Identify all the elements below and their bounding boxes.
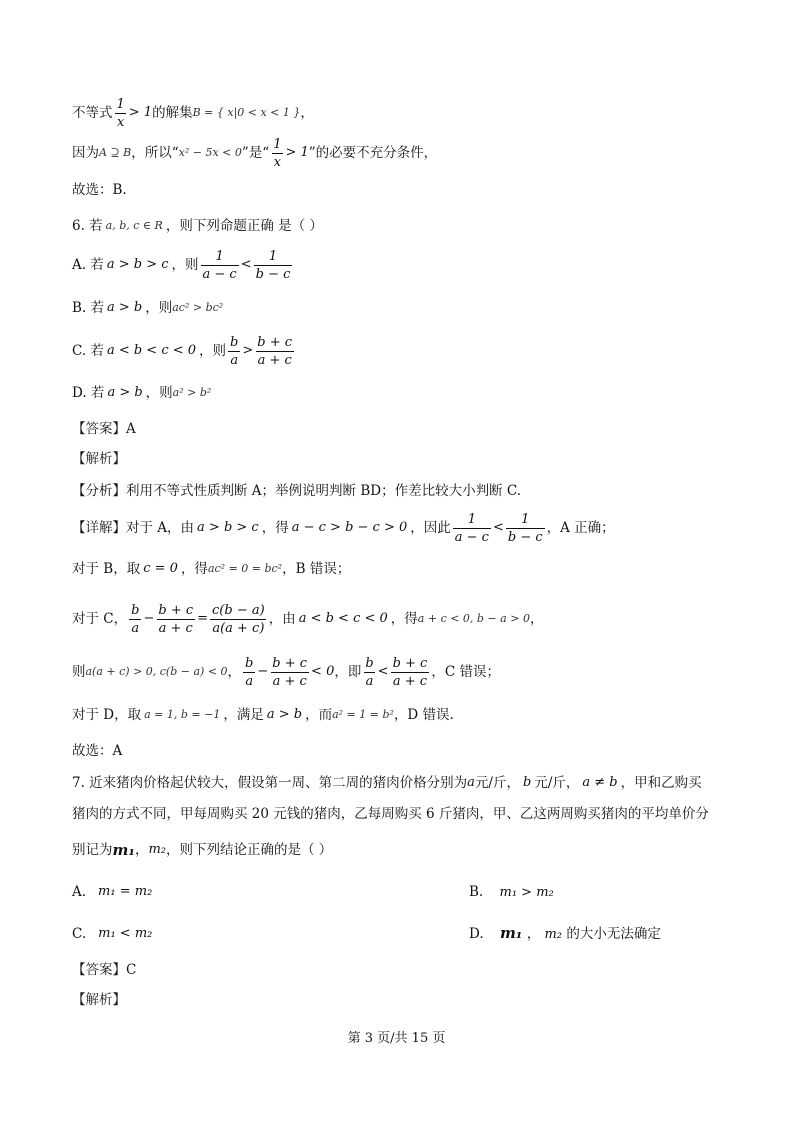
answer-label-7: 【答案】C (72, 962, 137, 978)
option-7d-letter: D. (469, 926, 484, 942)
math: − (257, 664, 269, 679)
math: ac² > bc² (172, 301, 224, 314)
math: m₂ (148, 842, 166, 857)
text: ，得 (390, 611, 418, 627)
text: ，B 错误； (282, 561, 351, 577)
numerator: c(b − a) (212, 602, 265, 618)
text: 则 (72, 664, 86, 680)
denominator: a (131, 620, 140, 636)
fraction (210, 603, 267, 636)
fraction (255, 335, 294, 368)
analysis-label-7: 【解析】 (72, 992, 126, 1008)
math: a + c < 0, b − a > 0 (417, 612, 530, 625)
numerator: 1 (273, 136, 282, 152)
option-d (72, 384, 733, 402)
detail-option-b (72, 560, 733, 578)
option-7d-math: m₁ (499, 924, 523, 942)
text: ， (529, 611, 544, 627)
text: ，而 (305, 707, 333, 723)
math: a > b (107, 385, 143, 400)
denominator: a + c (257, 352, 292, 368)
denominator: a + c (158, 620, 193, 636)
fraction (201, 249, 239, 282)
text: ， (134, 842, 149, 858)
math: < (240, 257, 252, 272)
fraction (115, 97, 127, 130)
math: < 0 (311, 664, 335, 679)
text: ，即 (334, 664, 362, 680)
math: a − c > b − c > 0 (291, 520, 408, 535)
detail-option-d (72, 706, 733, 724)
answer-label-6: 【答案】A (72, 421, 136, 437)
math: m₁ (112, 841, 135, 859)
math: a = 1, b = −1 (144, 708, 221, 721)
option-a (72, 247, 733, 283)
text: C. 若 (72, 343, 104, 359)
option-7d (469, 924, 661, 944)
text: ，则 (171, 257, 199, 273)
text: ，由 (268, 611, 296, 627)
math: a < b < c < 0 (298, 611, 388, 626)
numerator: b + c (272, 655, 308, 671)
denominator: a (245, 673, 254, 689)
text: 对于 D，取 (72, 707, 142, 723)
denominator: a(a + c) (212, 620, 265, 636)
denominator: a (365, 673, 374, 689)
selection-line: 故选：B. (72, 182, 127, 198)
math: a² > b² (172, 386, 212, 399)
fraction (254, 249, 293, 282)
fraction (391, 656, 430, 689)
text: ， (526, 926, 541, 942)
fraction (270, 656, 309, 689)
text-line-solution-set (72, 96, 733, 130)
numerator: b (245, 655, 254, 671)
text: 的大小无法确定 (566, 926, 661, 942)
text: ”是“ (241, 145, 270, 161)
denominator: x (273, 154, 282, 170)
detail-option-c-line-2 (72, 654, 733, 690)
numerator: 1 (116, 96, 125, 112)
question-7-stem-line-3 (72, 841, 733, 859)
math: > (242, 343, 254, 358)
fraction (156, 603, 195, 636)
question-7-stem-line-1 (72, 774, 733, 792)
denominator: a + c (392, 673, 428, 689)
question-7-stem-line-2: 猪肉的方式不同，甲每周购买 20 元钱的猪肉，乙每周购买 6 斤猪肉，甲、乙这两周购买猪肉的平均单价分 (72, 806, 709, 822)
text: ，则 (145, 300, 173, 316)
text: ，得 (180, 561, 208, 577)
text: 不等式 (72, 105, 113, 121)
detail-option-c-line-1 (72, 601, 733, 637)
text: ，则下列结论正确的是（ ） (166, 842, 333, 858)
text: 【详解】对于 A，由 (72, 520, 195, 536)
q7-options-row-1 (72, 883, 733, 901)
denominator: x (116, 114, 125, 130)
math: B = { x|0 < x < 1 } (192, 106, 301, 119)
numerator: 1 (215, 248, 224, 264)
detail-option-a (72, 510, 733, 546)
math: x² − 5x < 0 (178, 146, 242, 159)
numerator: b (131, 602, 140, 618)
fraction (228, 335, 240, 368)
text: 因为 (72, 145, 99, 161)
text: ，得 (261, 520, 289, 536)
option-7a-math: m₁ = m₂ (98, 884, 153, 899)
fraction (363, 656, 375, 689)
numerator: b + c (158, 602, 194, 618)
text: D. 若 (72, 385, 105, 401)
fraction (453, 512, 491, 545)
math: a > b > c (197, 520, 259, 535)
denominator: a (230, 352, 239, 368)
option-c (72, 333, 733, 369)
q7-options-row-2 (72, 925, 733, 943)
denominator: a + c (272, 673, 307, 689)
text: ，则 (199, 343, 227, 359)
text: 7. 近来猪肉价格起伏较大，假设第一周、第二周的猪肉价格分别为 (72, 775, 468, 791)
numerator: b + c (257, 334, 293, 350)
math: a² = 1 = b² (332, 708, 394, 721)
text: 元/斤， (474, 775, 520, 791)
text: ，满足 (223, 707, 264, 723)
text: ， (227, 664, 242, 680)
option-7b-math: m₁ > m₂ (499, 884, 554, 900)
denominator: b − c (255, 266, 291, 282)
math: − (143, 611, 155, 626)
text: ，A 正确； (546, 520, 615, 536)
numerator: b + c (392, 655, 428, 671)
math: b (523, 775, 532, 790)
analysis-label-6: 【解析】 (72, 451, 126, 467)
text: 的解集 (152, 105, 193, 121)
analysis-summary-6: 【分析】利用不等式性质判断 A；举例说明判断 BD；作差比较大小判断 C. (72, 483, 522, 499)
text: ，D 错误. (393, 707, 454, 723)
math: a < b < c < 0 (106, 343, 197, 358)
math: > 1 (128, 105, 153, 120)
math: a > b (266, 707, 303, 722)
text: ，因此 (410, 520, 451, 536)
math: A ⊇ B (99, 146, 132, 159)
option-7b (469, 883, 554, 902)
text: 元/斤， (534, 775, 580, 791)
text: 别记为 (72, 842, 113, 858)
fraction (271, 137, 283, 170)
math: a (467, 775, 475, 790)
option-7a-letter: A. (72, 884, 87, 900)
text: ，甲和乙购买 (620, 775, 702, 791)
math: < (492, 520, 504, 535)
text: ，所以“ (131, 145, 179, 161)
text: 对于 C， (72, 611, 128, 627)
option-b (72, 299, 733, 317)
fraction (506, 512, 545, 545)
numerator: 1 (268, 248, 278, 264)
text-line-conclusion (72, 136, 733, 170)
option-7c-letter: C. (72, 926, 87, 942)
text: 6. 若 (72, 218, 103, 234)
numerator: b (230, 334, 239, 350)
fraction (129, 603, 141, 636)
question-6-stem (72, 217, 733, 235)
text: ，则 (145, 385, 173, 401)
math: < (377, 664, 389, 679)
text: ， (300, 105, 314, 121)
numerator: 1 (467, 511, 476, 527)
math: a(a + c) > 0, c(b − a) < 0 (85, 665, 228, 678)
fraction (243, 656, 255, 689)
numerator: b (365, 655, 374, 671)
text: 对于 B，取 (72, 561, 141, 577)
text: B. 若 (72, 300, 105, 316)
option-7b-letter: B. (469, 883, 484, 900)
page-footer: 第 3 页/共 15 页 (347, 1031, 446, 1046)
denominator: b − c (507, 529, 543, 545)
math: a, b, c ∈ R (105, 219, 163, 232)
text: ，C 错误； (431, 664, 500, 680)
selection-line-6: 故选：A (72, 743, 123, 759)
denominator: a − c (202, 266, 237, 282)
text: ，则下列命题正确 是（ ） (165, 218, 323, 234)
math: a ≠ b (582, 775, 618, 790)
math: = (197, 611, 209, 626)
math: > 1 (285, 145, 309, 160)
math: ac² = 0 = bc² (207, 562, 283, 575)
numerator: 1 (521, 511, 530, 527)
math: c = 0 (143, 561, 178, 576)
math: m₂ (544, 927, 563, 942)
text: A. 若 (72, 257, 104, 273)
denominator: a − c (454, 529, 489, 545)
option-7c-math: m₁ < m₂ (98, 926, 153, 941)
text: ”的必要不充分条件， (308, 145, 438, 161)
math: a > b (107, 300, 143, 315)
math: a > b > c (106, 257, 169, 272)
